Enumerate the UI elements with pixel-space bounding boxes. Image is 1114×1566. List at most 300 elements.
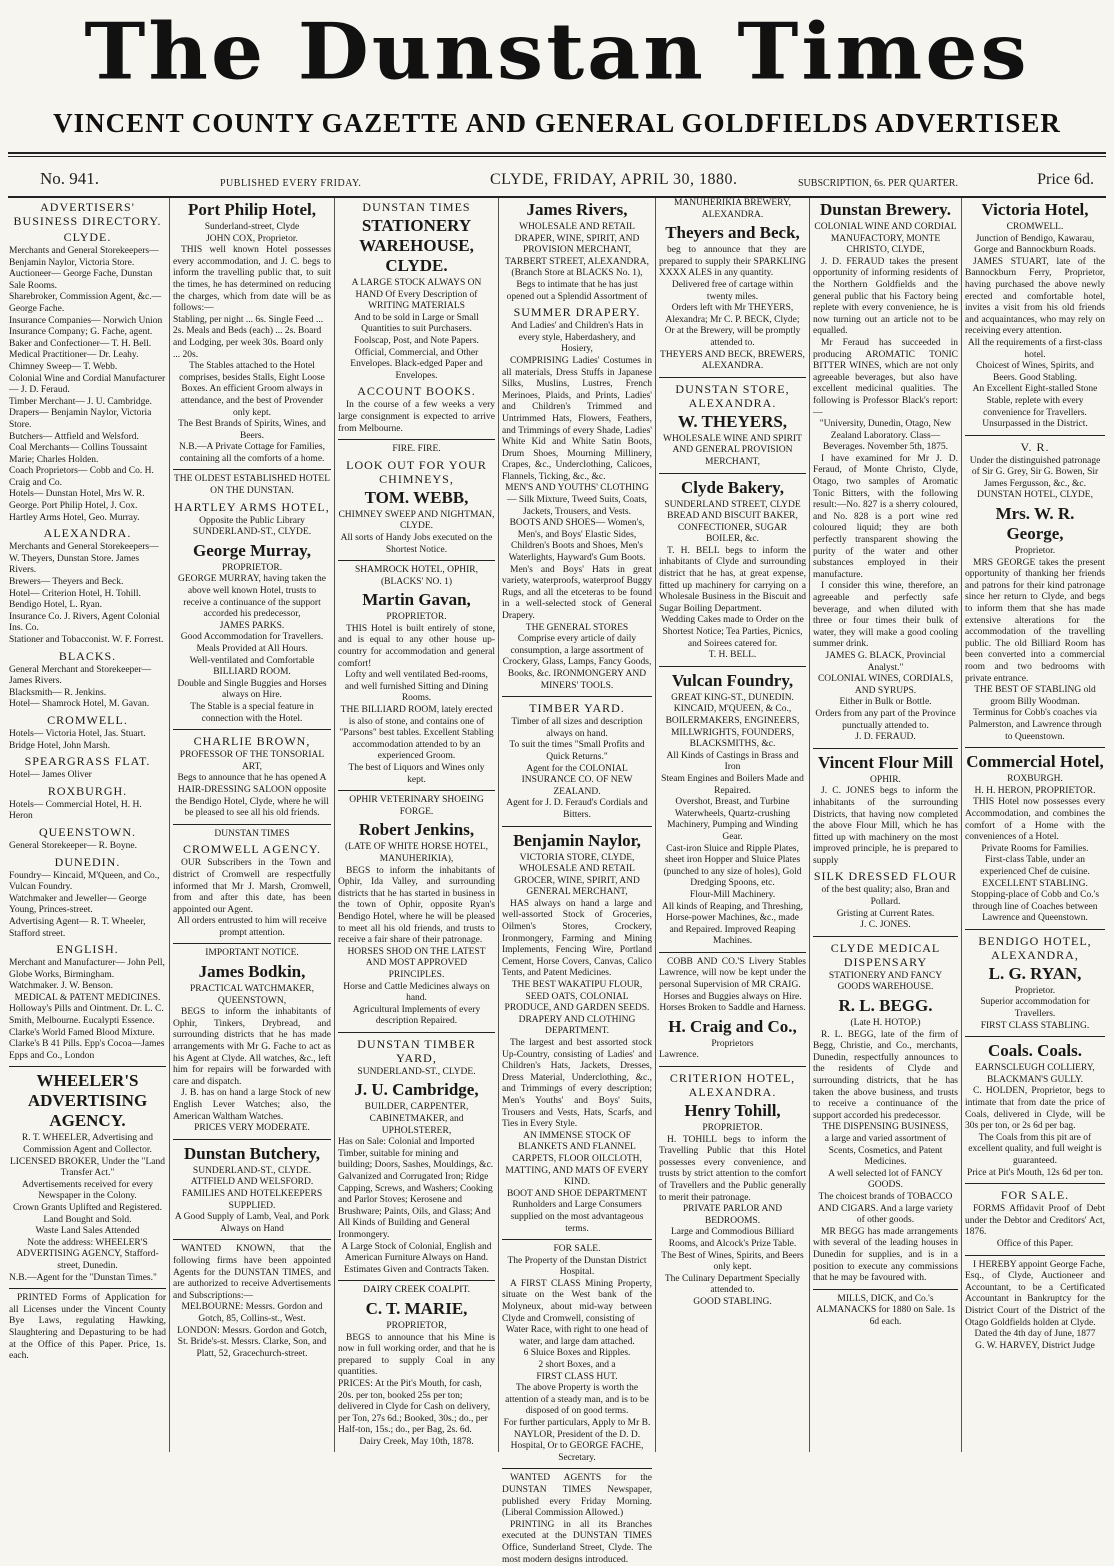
ad-text: HORSES SHOD ON THE LATEST AND MOST APPROVED PRINCIPLES.: [347, 946, 486, 980]
ad-text: EXCELLENT STABLING.: [982, 878, 1088, 889]
advertisement: [659, 382, 806, 469]
ad-text: Water Race, with right to one head of water, and large dam attached.: [505, 1325, 649, 1347]
ad-text: Large and Commodious Billiard Rooms, and Alcock's Prize Table.: [668, 1227, 797, 1249]
ad-text: G. W. HARVEY, District Judge: [975, 1340, 1095, 1351]
ad-text: Dated the 4th day of June, 1877: [974, 1329, 1096, 1340]
advertisement: [659, 198, 806, 373]
ad-text: 2 short Boxes, and a: [538, 1360, 616, 1371]
ad-text: Drapers— Benjamin Naylor, Victoria Store.: [9, 408, 152, 430]
ad-heading: STATIONERY WAREHOUSE, CLYDE.: [359, 216, 474, 275]
ad-text: OPHIR.: [870, 774, 901, 785]
advertisement: [965, 200, 1105, 431]
ad-text: 6 Sluice Boxes and Ripples.: [523, 1348, 631, 1359]
ad-text: Advertisements received for every Newspaper in the Colony.: [21, 1179, 154, 1202]
ad-text: JAMES STUART, late of the Bannockburn Ferry, Proprietor, having purchased the above newly erected and comfortable hotel, invites a visit from his old friends and acquaintances, who may rely on receiving every attention.: [965, 256, 1105, 337]
ad-text: J. B. has on hand a large Stock of new English Lever Watches; also, the American Waltham Watches.: [173, 1088, 331, 1122]
ad-text: BEGS to inform the inhabitants of Ophir, Tinkers, Drybread, and surrounding districts that he has made arrangements with Mr G. Fache to act as his Agent at Clyde. All watches, &c., left him for repairs will be forwarded with care and dispatch.: [173, 1007, 331, 1087]
column: [334, 198, 498, 1452]
ad-separator: [502, 1239, 652, 1240]
ad-text: Hotel— Shamrock Hotel, M. Gavan.: [9, 699, 150, 710]
ad-heading: Benjamin Naylor,: [513, 830, 641, 850]
ad-separator: [813, 1289, 958, 1290]
ad-heading: Victoria Hotel,: [981, 200, 1089, 219]
ad-text: Flour-Mill Machinery.: [689, 889, 776, 900]
ad-text: THIS well known Hotel possesses every accommodation, and J. C. begs to inform the travelling public that, to suit the times, he has determined on reducing the charges, which from date will be as follows:—: [173, 245, 331, 314]
ad-text: BEGS to inform the inhabitants of Ophir, Ida Valley, and surrounding districts that he has started in business in the town of Ophir, opposite Ryan's Bendigo Hotel, where he will be pleased to meet all his old friends, and trusts to receive a fair share of their patronage.: [338, 865, 495, 946]
ad-separator: [338, 439, 495, 440]
advertisement: [173, 1244, 331, 1360]
ad-text: Overshot, Breast, and Turbine Waterwheels, Quartz-crushing Machinery, Pumping and Winding Gear.: [667, 797, 798, 842]
ad-separator: [813, 748, 958, 749]
ad-text: First-class Table, under an experienced Chef de cuisine.: [980, 855, 1090, 877]
ad-text: VICTORIA STORE, CLYDE,: [519, 852, 635, 863]
ad-heading: ENGLISH.: [56, 942, 119, 957]
ad-text: THIS Hotel now possesses every Accommodation, and combines the comfort of a Home with the conveniences of a Hotel.: [965, 797, 1105, 843]
issue-number: No. 941.: [40, 169, 100, 188]
advertisement: [338, 200, 495, 435]
price: Price 6d.: [1037, 171, 1094, 188]
advertisement: [965, 1188, 1105, 1250]
ad-heading: CLYDE.: [63, 230, 112, 244]
ad-text: GOOD STABLING.: [693, 1296, 772, 1307]
ad-text: Orders left with Mr THEYERS, Alexandra; Mr C. P. BECK, Clyde;: [665, 303, 800, 325]
advertisement: [338, 1037, 495, 1277]
ad-text: C. HOLDEN, Proprietor, begs to intimate that from date the price of Coals, delivered in Clyde, will be 30s per ton, or 2s 6d per bag.: [965, 1086, 1105, 1132]
ad-separator: [173, 1239, 331, 1240]
ad-text: An Excellent Eight-stalled Stone Stable, replete with every convenience for Travellers. Unsurpassed in the District.: [972, 384, 1098, 430]
ad-text: PRINTED Forms of Application for all Licenses under the Vincent County Bye Laws, regulating Hawking, Slaughtering and Depasturing to be had at the Office of this Paper. Price, 1s. each.: [9, 1293, 166, 1362]
ad-separator: [965, 929, 1105, 930]
ad-separator: [173, 943, 331, 944]
ad-text: FOR SALE.: [553, 1244, 601, 1255]
masthead-rule-thin: [8, 156, 1106, 157]
ad-heading: Vincent Flour Mill: [817, 752, 954, 772]
ad-heading: LOOK OUT FOR YOUR CHIMNEYS,: [346, 457, 487, 486]
ad-heading: ROXBURGH.: [47, 783, 128, 798]
ad-text: GEORGE MURRAY, having taken the above well known Hotel, trusts to receive a continuance of the support accorded his predecessor,: [177, 574, 327, 620]
ad-text: PROPRIETOR.: [386, 612, 447, 623]
ad-text: All kinds of Reaping, and Threshing, Horse-power Machines, &c., made and Repaired. Improved Reaping Machines.: [662, 901, 803, 947]
ad-heading: Coals. Coals.: [988, 1041, 1082, 1061]
ad-text: Lawrence.: [659, 1050, 699, 1061]
ad-text: A FIRST CLASS Mining Property, situate on the West bank of the Molyneux, about mid-way between Clyde and Cromwell, consisting of: [502, 1278, 652, 1324]
ad-text: The Stable is a special feature in connection with the Hotel.: [190, 701, 314, 724]
ad-text: In the course of a few weeks a very large consignment is expected to arrive from Melbourne.: [338, 400, 495, 434]
ad-heading: Martin Gavan,: [362, 590, 471, 610]
ad-heading: James Bodkin,: [198, 962, 306, 982]
ad-text: J. D. FERAUD takes the present opportunity of informing residents of the Northern Goldfields and the general public that his Factory being replete with every convenience, he is now turning out an article not to be equalled.: [813, 256, 958, 337]
ad-heading: DUNSTAN TIMES: [362, 200, 471, 214]
ad-text: To suit the times "Small Profits and Quick Returns.": [509, 740, 645, 762]
ad-text: Land Bought and Sold.: [43, 1214, 132, 1225]
ad-text: OUR Subscribers in the Town and district of Cromwell are respectfully informed that Mr J. Marsh, Cromwell, from and after this date, has been appointed our Agent.: [173, 858, 331, 915]
ad-text: BOOT AND SHOE DEPARTMENT: [506, 1188, 648, 1199]
ad-heading: TOM. WEBB,: [364, 487, 469, 507]
ad-text: IMPORTANT NOTICE.: [205, 948, 299, 959]
masthead-rule: [8, 152, 1106, 154]
advertisement: [338, 565, 495, 786]
ad-text: For further particulars, Apply to Mr B. NAYLOR, President of the D. D. Hospital, Or to GEORGE FACHE, Secretary.: [503, 1418, 651, 1463]
ad-text: Chimney Sweep— T. Webb.: [9, 361, 118, 372]
ad-text: Brewers— Theyers and Beck.: [9, 577, 124, 588]
ad-text: A Large Stock of Colonial, English and American Furniture Always on Hand.: [341, 1241, 492, 1264]
ad-text: J. C. JONES begs to inform the inhabitants of the surrounding Districts, that having now completed the above Flour Mill, which he has fitted up with machinery on the most improved principle, he is prepared to supply: [813, 786, 958, 866]
ad-separator: [659, 473, 806, 474]
advertisement: [965, 752, 1105, 925]
advertisement: [338, 1285, 495, 1448]
ad-text: Watchmaker. J. W. Benson.: [9, 981, 113, 992]
ad-text: Or at the Brewery, will be promptly attended to.: [664, 326, 801, 348]
issue-line: [10, 163, 1104, 193]
ad-text: Delivered free of cartage within twenty miles.: [671, 279, 794, 302]
ad-heading: Dunstan Butchery,: [183, 1143, 321, 1163]
advertisement: [965, 1260, 1105, 1353]
ad-heading: Mrs. W. R. George,: [995, 504, 1075, 544]
ad-text: Lofty and well ventilated Bed-rooms, and well furnished Sitting and Dining Rooms.: [344, 670, 489, 704]
ad-text: Stationer and Tobacconist. W. F. Forrest.: [9, 635, 164, 645]
ad-text: LICENSED BROKER, Under the "Land Transfer Act.": [9, 1156, 166, 1179]
ad-text: The choicest brands of TOBACCO AND CIGARS. And a large variety of other goods.: [818, 1191, 953, 1226]
advertisement: [173, 948, 331, 1134]
advertisement: [173, 1144, 331, 1236]
ad-text: Well-ventilated and Comfortable BILLIARD ROOM.: [189, 655, 315, 678]
ad-text: Sharebroker, Commission Agent, &c.— George Fache.: [9, 292, 162, 314]
ad-text: The largest and best assorted stock Up-Country, consisting of Ladies' and Children's Hats, Jackets, Dresses, Dress Material, Underclothing, &c., and Trimmings of every description; Men's Youths' and Boys' Suits, Trousers and Vests, Hats, Scarfs, and Ties in Every Style.: [502, 1038, 652, 1130]
ad-text: MILLS, DICK, and Co.'s ALMANACKS for 1880 on Sale. 1s 6d each.: [816, 1293, 955, 1327]
ad-text: Terminus for Cobb's coaches via Palmerston, and Lawrence through to Queenstown.: [968, 708, 1102, 742]
ad-heading: James Rivers,: [526, 200, 628, 219]
advertisement: [813, 753, 958, 932]
ad-text: All orders entrusted to him will receive prompt attention.: [177, 916, 327, 938]
ad-separator: [502, 696, 652, 697]
ad-text: Medical Practitioner— Dr. Leahy.: [9, 350, 139, 361]
ad-text: SUNDERLAND-ST., CLYDE.: [357, 1066, 476, 1077]
ad-text: Dairy Creek, May 10th, 1878.: [359, 1436, 474, 1447]
ad-text: PROPRIETOR.: [221, 562, 283, 573]
ad-text: Men's and Boys' Hats in great variety, waterproofs, waterproof Buggy Rugs, and all the etceteras to be found in a well-selected stock of General Drapery.: [502, 564, 653, 621]
column: [961, 198, 1108, 1452]
ad-text: Stabling, per night ... 6s. Single Feed ... 2s. Meals and Beds (each) ... 2s. Board and Lodging, per week 30s. Board only ... 20s.: [173, 314, 324, 360]
ad-text: OPHIR VETERINARY SHOEING FORGE.: [349, 795, 484, 817]
ad-separator: [965, 1255, 1105, 1256]
ad-text: Waste Land Sales Attended: [35, 1226, 140, 1237]
masthead-title: The Dunstan Times: [84, 6, 1030, 98]
ad-text: GREAT KING-ST., DUNEDIN.: [671, 692, 794, 703]
ad-text: Orders from any part of the Province punctually attended to.: [815, 708, 956, 731]
ad-text: Choicest of Wines, Spirits, and Beers. Good Stabling.: [976, 361, 1094, 383]
advertisement: [173, 829, 331, 940]
ad-text: of the best quality; also, Bran and Pollard.: [821, 885, 950, 908]
advertisement: [813, 1294, 958, 1329]
ad-text: MELBOURNE: Messrs. Gordon and Gotch, 85, Collins-st., West.: [181, 1302, 323, 1324]
ad-text: R. L. BEGG, late of the firm of Begg, Christie, and Co., merchants, Dunedin, respectfully announces to the residents of Clyde and surrounding districts, that he has taken the above business, and trusts to receive a continuance of the support accorded his predecessor.: [813, 1029, 958, 1121]
issue-date: CLYDE, FRIDAY, APRIL 30, 1880.: [490, 171, 738, 188]
ad-text: Merchants and General Storekeepers— W. Theyers, Dunstan Store. James Rivers.: [9, 542, 159, 576]
ad-text: FIRST CLASS STABLING.: [980, 1020, 1090, 1031]
ad-text: T. H. BELL.: [708, 650, 757, 661]
ad-text: PRICES VERY MODERATE.: [194, 1123, 310, 1134]
ad-text: Agricultural Implements of every description Repaired.: [352, 1004, 481, 1027]
ad-text: All sorts of Handy Jobs executed on the Shortest Notice.: [340, 532, 493, 555]
ad-heading: V. R.: [1020, 439, 1050, 454]
ad-heading: FOR SALE.: [1000, 1188, 1070, 1203]
ad-text: THE BEST OF STABLING old groom Billy Woodman.: [974, 685, 1096, 707]
ad-text: The Culinary Department Specially attended to.: [664, 1273, 801, 1296]
ad-text: Private Rooms for Families.: [981, 843, 1089, 854]
ad-separator: [9, 1288, 166, 1289]
ad-separator: [659, 666, 806, 667]
ad-text: The Best of Wines, Spirits, and Beers only kept.: [661, 1250, 804, 1273]
ad-separator: [965, 435, 1105, 436]
ad-text: The best of Liquors and Wines only kept.: [348, 763, 485, 785]
advertisement: [965, 1041, 1105, 1179]
column: [655, 198, 809, 1452]
ad-text: FIRE. FIRE.: [392, 444, 441, 455]
ad-text: And Ladies' and Children's Hats in every style, Haberdashery, and Hosiery,: [510, 321, 644, 355]
ad-text: STATIONERY AND FANCY GOODS WAREHOUSE.: [828, 970, 943, 993]
ad-text: Watchmaker and Jeweller— George Young, Princes-street.: [9, 893, 147, 916]
column: [169, 198, 334, 1452]
ad-heading: QUEENSTOWN.: [38, 824, 137, 839]
ad-heading: CROMWELL.: [47, 712, 128, 727]
ad-heading: Vulcan Foundry,: [671, 670, 794, 690]
ad-text: ATTFIELD AND WELSFORD.: [190, 1177, 314, 1188]
ad-text: PRACTICAL WATCHMAKER, QUEENSTOWN,: [189, 984, 315, 1006]
ad-text: Baker and Confectioner— T. H. Bell.: [9, 338, 152, 349]
ad-text: Under the distinguished patronage of Sir G. Grey, Sir G. Bowen, Sir James Fergusson, &c., &c.: [969, 455, 1101, 489]
ad-text: THEYERS AND BECK, BREWERS, ALEXANDRA.: [660, 349, 805, 372]
ad-heading: Robert Jenkins,: [358, 820, 475, 840]
ad-heading: DUNEDIN.: [54, 854, 121, 869]
ad-text: JAMES G. BLACK, Provincial Analyst.": [825, 650, 946, 673]
ad-text: BOOTS AND SHOES— Women's, Men's, and Boys' Elastic Sides, Children's Boots and Shoes, Men's Waterlights, Hayward's Gum Boots.: [508, 518, 646, 564]
ad-separator: [338, 790, 495, 791]
ad-text: N.B.—A Private Cottage for Families, containing all the comforts of a home.: [179, 442, 325, 464]
ad-heading: Dunstan Brewery.: [820, 200, 951, 219]
ad-text: Comprise every article of daily consumption, a large assortment of Crockery, Glass, Lamps, Fancy Goods, Books, &c. IRONMONGERY AND MINERS' TOOLS.: [502, 634, 652, 691]
ad-text: Gristing at Current Rates.: [836, 908, 935, 919]
ad-heading: ALEXANDRA.: [43, 526, 132, 541]
ad-text: Either in Bulk or Bottle.: [839, 697, 932, 708]
ad-text: Insurance Companies— Norwich Union Insurance Company; G. Fache, agent.: [9, 315, 163, 338]
ad-text: THE DISPENSING BUSINESS,: [822, 1122, 949, 1133]
ad-text: FIRST CLASS HUT.: [536, 1371, 618, 1382]
ad-separator: [338, 560, 495, 561]
ad-text: Price at Pit's Mouth, 12s 6d per ton.: [966, 1167, 1104, 1178]
ad-text: LONDON: Messrs. Gordon and Gotch, St. Bride's-st. Messrs. Clarke, Son, and Platt, 52, Gracechurch-street.: [177, 1325, 327, 1359]
ad-text: Horses and Buggies always on Hire. Horses Broken to Saddle and Harness.: [659, 991, 806, 1014]
advertisement: [965, 934, 1105, 1032]
ad-text: SHAMROCK HOTEL, OPHIR, (BLACKS' NO. 1): [355, 565, 478, 587]
publication-frequency: PUBLISHED EVERY FRIDAY.: [220, 178, 362, 189]
ad-heading: BENDIGO HOTEL, ALEXANDRA,: [978, 933, 1092, 962]
ad-text: FORMS Affidavit Proof of Debt under the Debtor and Creditors' Act, 1876.: [965, 1204, 1105, 1238]
ad-heading: Port Philip Hotel,: [188, 200, 316, 219]
ad-text: BEGS to announce that his Mine is now in full working order, and that he is prepared to supply Coal in any quantities.: [338, 1332, 495, 1378]
advertisement: [338, 795, 495, 1028]
ad-text: Proprietor.: [1014, 985, 1056, 996]
ad-text: Stopping-place of Cobb and Co.'s through line of Coaches between Lawrence and Queenstown.: [970, 890, 1100, 924]
ad-text: Merchants and General Storekeepers— Benjamin Naylor, Victoria Store.: [9, 246, 159, 268]
ad-separator: [9, 1066, 166, 1067]
ad-text: (Late H. HOTOP.): [850, 1018, 921, 1029]
ad-text: PROFESSOR OF THE TONSORIAL ART,: [179, 750, 325, 772]
ad-text: MR BEGG has made arrangements with several of the leading houses in Dunedin for supplies, and is in a position to execute any commissions that he may be favoured with.: [813, 1226, 958, 1284]
ad-heading: CRITERION HOTEL, ALEXANDRA.: [669, 1071, 796, 1100]
ad-text: T. H. BELL begs to inform the inhabitants of Clyde and surrounding district that he has, at great expense, fitted up machinery for carrying on a Wholesale Business in the Biscuit and Sugar Boiling Department.: [659, 545, 806, 614]
ad-separator: [173, 729, 331, 730]
ad-text: beg to announce that they are prepared to supply their SPARKLING XXXX ALES in any quantity.: [659, 245, 806, 279]
ad-heading: ACCOUNT BOOKS.: [357, 384, 476, 399]
ad-heading: DUNSTAN TIMBER YARD,: [357, 1036, 476, 1065]
ad-text: COLONIAL WINE AND CORDIAL MANUFACTORY, MONTE CHRISTO, CLYDE,: [814, 222, 957, 256]
ad-text: The Coals from this pit are of excellent quality, and full weight is guaranteed.: [968, 1132, 1102, 1166]
ad-separator: [965, 1183, 1105, 1184]
ad-text: COBB AND CO.'S Livery Stables Lawrence, will now be kept under the personal Supervision of MR CRAIG.: [659, 956, 806, 991]
ad-separator: [502, 826, 652, 827]
ad-separator: [338, 1280, 495, 1281]
ad-text: I have examined for Mr J. D. Feraud, of Monte Christo, Clyde, Otago, two samples of Aromatic Tonic Bitters, with the following result:—No. 827 is a sherry coloured, and No. 828 is a port wine red coloured liquid; they are both perfectly transparent showing the purity of the water and other substances employed in their manufacture.: [813, 453, 958, 580]
ad-text: Timber of all sizes and description always on hand.: [511, 717, 643, 739]
ad-heading: BLACKS.: [58, 648, 117, 663]
ad-text: JOHN COX, Proprietor.: [206, 233, 298, 244]
advertisement: [813, 200, 958, 744]
ad-text: Agent for the COLONIAL INSURANCE CO. OF NEW ZEALAND.: [521, 763, 633, 797]
ad-separator: [338, 1032, 495, 1033]
ad-text: Hotel— Criterion Hotel, H. Tohill. Bendigo Hotel, L. Ryan.: [9, 588, 141, 611]
advertisement: [659, 957, 806, 1062]
ad-text: A Good Supply of Lamb, Veal, and Pork Always on Hand: [174, 1212, 330, 1234]
ad-text: (LATE OF WHITE HORSE HOTEL, MANUHERIKIA),: [344, 842, 489, 864]
ad-text: Cast-iron Sluice and Ripple Plates, sheet iron Hopper and Sluice Plates (punched to any size of holes), Gold Dredging Spoons, etc.: [663, 843, 802, 889]
ad-text: MEDICAL & PATENT MEDICINES.: [14, 992, 161, 1003]
ad-text: The above Property is worth the attention of a steady man, and is to be disposed of on good terms.: [505, 1383, 649, 1417]
ad-separator: [965, 1036, 1105, 1037]
ad-text: DAIRY CREEK COALPIT.: [363, 1285, 470, 1296]
ad-heading: R. L. BEGG.: [838, 996, 933, 1016]
ad-text: Hotels— Dunstan Hotel, Mrs W. R. George. Port Philip Hotel, J. Cox. Hartley Arms Hotel, Geo. Murray.: [9, 489, 145, 523]
advertisement: [9, 1293, 166, 1363]
advertisement: [502, 701, 652, 821]
ad-text: General Merchant and Storekeeper— James Rivers.: [9, 664, 152, 687]
ad-text: Crown Grants Uplifted and Registered.: [12, 1203, 163, 1213]
ad-text: Begs to announce that he has opened A HAIR-DRESSING SALOON opposite the Bendigo Hotel, Clyde, where he will be pleased to see all his old friends.: [175, 773, 329, 819]
ad-text: J. C. JONES.: [860, 920, 911, 931]
ad-text: Begs to intimate that he has just opened out a Splendid Assortment of: [506, 279, 648, 302]
ad-text: All Kinds of Castings in Brass and Iron: [666, 750, 799, 773]
ad-text: WANTED KNOWN, that the following firms have been appointed Agents for the DUNSTAN TIMES, and are authorized to receive Advertisements and Subscriptions:—: [173, 1244, 331, 1301]
ad-text: WHOLESALE WINE AND SPIRIT AND GENERAL PROVISION MERCHANT,: [663, 433, 802, 467]
ad-text: WHOLESALE AND RETAIL DRAPER, WINE, SPIRIT, AND PROVISION MERCHANT, TARBERT STREET, ALEXANDRA, (Branch Store at BLACKS No. 1),: [505, 222, 649, 279]
ad-text: COMPRISING Ladies' Costumes in all materials, Dress Stuffs in Japanese Silks, Muslins, Lustres, French Merinoes, Plaids, and Prints, Ladies' and Children's Trimmed and Untrimmed Hats, Flowers, Feathers, and Trimmings of every Shade, Ladies' White Kid and White Satin Boots, Drum Shoes, Mourning Millinery, Crapes, &c., Underclothing, Calicoes, Flannels, Ticking, &c., &c.: [502, 355, 652, 482]
ad-text: MEN'S AND YOUTHS' CLOTHING— Silk Mixture, Tweed Suits, Coats, Jackets, Trousers, and Vests.: [505, 483, 649, 517]
ad-text: PRIVATE PARLOR AND BEDROOMS.: [682, 1204, 783, 1226]
ad-text: ROXBURGH.: [1007, 774, 1063, 785]
ad-text: CHIMNEY SWEEP AND NIGHTMAN, CLYDE.: [338, 509, 495, 532]
ad-text: Advertising Agent— R. T. Wheeler, Stafford street.: [9, 916, 146, 939]
ad-text: SUNDERLAND-ST., CLYDE.: [192, 1165, 312, 1176]
ad-text: Coal Merchants— Collins Toussaint Marie; Charles Holden.: [9, 443, 148, 465]
ad-text: DUNSTAN HOTEL, CLYDE,: [977, 490, 1093, 501]
ad-text: THE GENERAL STORES: [525, 622, 629, 633]
ad-text: Coach Proprietors— Cobb and Co. H. Craig and Co.: [9, 466, 154, 488]
advertisement: [173, 734, 331, 820]
advertisement: [659, 671, 806, 948]
column: [498, 198, 655, 1565]
ad-heading: CHARLIE BROWN,: [193, 734, 311, 749]
ad-text: The Property of the Dunstan District Hospital.: [507, 1255, 647, 1278]
ad-heading: WHEELER'S ADVERTISING AGENCY.: [27, 1071, 148, 1131]
advertisement: [338, 444, 495, 556]
advertisement: [965, 440, 1105, 743]
ad-text: Junction of Bendigo, Kawarau, Gorge and Bannockburn Roads.: [974, 233, 1096, 256]
ad-heading: Commercial Hotel,: [966, 752, 1104, 772]
ad-text: COLONIAL WINES, CORDIALS, AND SYRUPS.: [817, 674, 954, 696]
ad-text: Timber Merchant— J. U. Cambridge.: [9, 396, 152, 407]
advertisement: [659, 1071, 806, 1309]
ad-text: Opposite the Public Library SUNDERLAND-ST., CLYDE.: [192, 515, 312, 538]
advertisement: [813, 941, 958, 1285]
advertisement: [502, 831, 652, 1236]
advertisement: [502, 1473, 652, 1566]
ad-text: BUILDER, CARPENTER, CABINETMAKER, and UPHOLSTERER,: [364, 1102, 469, 1136]
ad-text: General Storekeeper— R. Boyne.: [9, 840, 137, 851]
ad-heading: TIMBER YARD.: [529, 701, 625, 716]
ad-text: THE BEST WAKATIPU FLOUR, SEED OATS, COLONIAL PRODUCE, AND GARDEN SEEDS.: [504, 980, 650, 1014]
column: [6, 198, 169, 1452]
ad-text: All the requirements of a first-class hotel.: [967, 337, 1103, 360]
ad-text: CARPETS, FLOOR OILCLOTH, MATTING, AND MATS OF EVERY KIND.: [505, 1153, 649, 1188]
ad-text: "University, Dunedin, Otago, New Zealand Laboratory. Class—Beverages. November 5th, 1875.: [819, 419, 952, 453]
ad-separator: [173, 469, 331, 470]
ad-text: SUNDERLAND STREET, CLYDE: [664, 499, 801, 510]
ad-text: Double and Single Buggies and Horses always on Hire.: [177, 678, 327, 701]
ad-text: BREAD AND BISCUIT BAKER, CONFECTIONER, SUGAR BOILER, &c.: [667, 511, 798, 545]
ad-heading: George Murray,: [192, 540, 311, 560]
ad-heading: Henry Tohill,: [684, 1101, 781, 1121]
ad-text: Office of this Paper.: [996, 1238, 1074, 1249]
ad-separator: [965, 747, 1105, 748]
ad-text: Auctioneer— George Fache, Dunstan Sale Rooms.: [9, 269, 153, 291]
ad-text: Hotels— Victoria Hotel, Jas. Stuart. Bridge Hotel, John Marsh.: [9, 728, 146, 751]
ad-heading: DUNSTAN STORE, ALEXANDRA.: [675, 381, 790, 410]
ad-text: Hotels— Commercial Hotel, H. H. Heron: [9, 799, 142, 822]
columns: [6, 198, 1108, 1565]
ad-separator: [173, 824, 331, 825]
ad-text: PRICES: At the Pit's Mouth, for cash, 20s. per ton, booked 25s per ton; delivered in Clyde for Cash on delivery, per Ton, 27s 6d.; Booked, 30s.; do., per Half-ton, 15s.; do., per Bag, 2s. 6d.: [338, 1378, 491, 1436]
ad-text: H. H. HERON, PROPRIETOR.: [974, 785, 1096, 796]
ad-text: N.B.—Agent for the "Dunstan Times.": [9, 1272, 157, 1283]
ad-text: Sunderland-street, Clyde: [204, 222, 300, 232]
ad-separator: [813, 936, 958, 937]
advertisement: [9, 200, 166, 1062]
ad-text: AN IMMENSE STOCK OF BLANKETS AND FLANNEL: [518, 1130, 636, 1153]
ad-text: WHOLESALE AND RETAIL GROCER, WINE, SPIRIT, AND GENERAL MERCHANT,: [514, 864, 640, 898]
ad-text: MRS GEORGE takes the present opportunity of thanking her friends and patrons for their kind patronage since her return to Clyde, and begs to inform them that she has made extensive alterations for the accommodation of the travelling public. The old Billiard Room has been converted into a commercial room and two bedrooms with private entrance.: [965, 557, 1105, 684]
ad-text: The Best Brands of Spirits, Wines, and Beers.: [178, 419, 326, 441]
ad-text: The Stables attached to the Hotel comprises, besides Stalls, Eight Loose Boxes. An efficient Groom always in attendance, and the best of Provender only kept.: [179, 361, 325, 418]
ad-text: JAMES PARKS.: [219, 620, 285, 631]
ad-text: WANTED AGENTS for the DUNSTAN TIMES Newspaper, published every Friday Morning. (Liberal Commission Allowed.): [502, 1473, 652, 1519]
ad-text: Note the address: WHEELER'S ADVERTISING AGENCY, Stafford-street, Dunedin.: [16, 1237, 159, 1271]
ad-text: Steam Engines and Boilers Made and Repaired.: [661, 773, 804, 796]
ad-text: Butchers— Attfield and Welsford.: [9, 431, 139, 442]
ad-text: I HEREBY appoint George Fache, Esq., of Clyde, Auctioneer and Accountant, to be a Certificated Accountant in Bankruptcy for the District Court of the District of the Otago Goldfields holden at Clyde.: [965, 1259, 1105, 1328]
ad-heading: L. G. RYAN,: [988, 963, 1082, 983]
ad-text: Proprietors: [711, 1038, 754, 1049]
ad-heading: H. Craig and Co.,: [668, 1016, 797, 1036]
ad-text: Foundry— Kincaid, M'Queen, and Co., Vulcan Foundry.: [9, 870, 160, 893]
